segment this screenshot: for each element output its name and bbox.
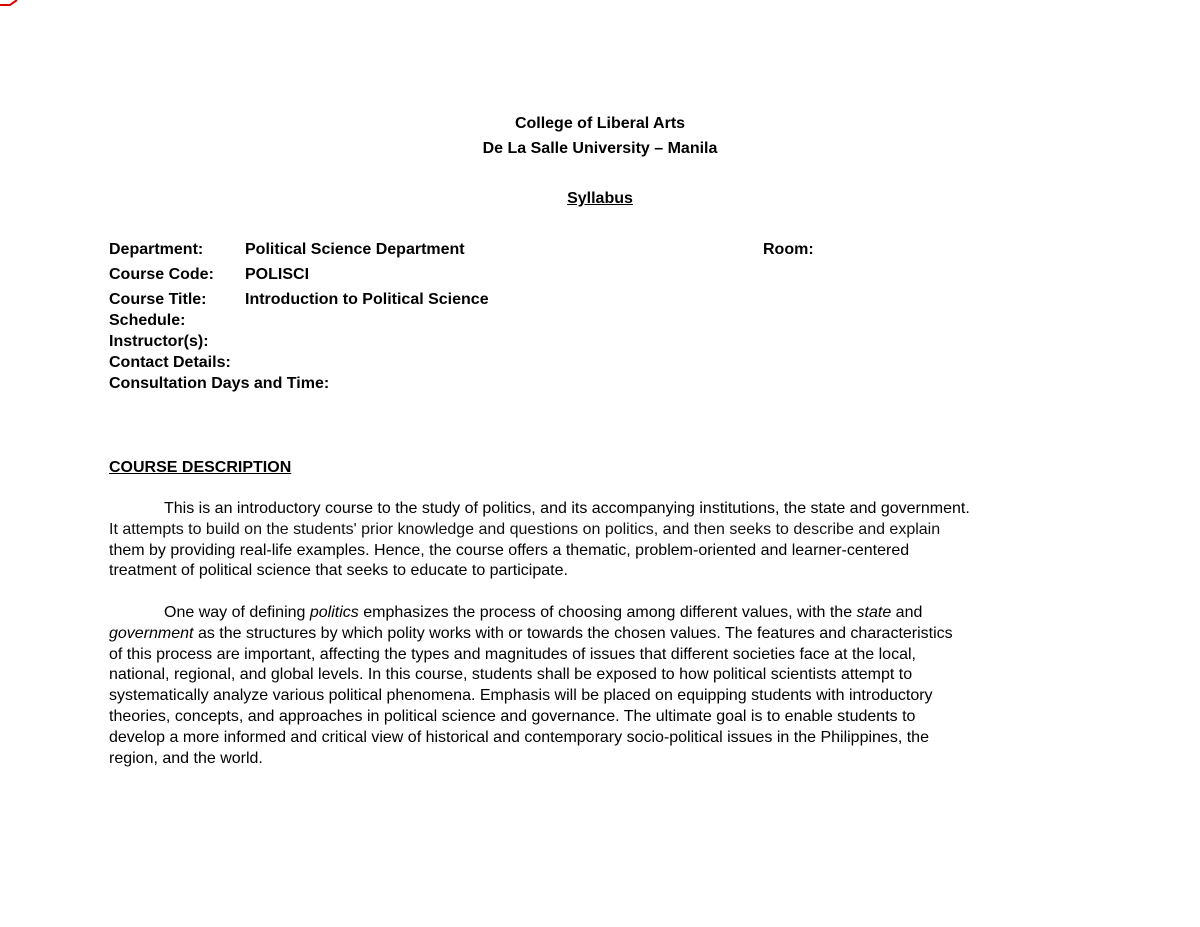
- paragraph-line: national, regional, and global levels. In this course, students shall be exposed to how political scientists attempt to: [109, 666, 913, 684]
- contact-details-label: Contact Details:: [109, 354, 231, 371]
- course-code-label: Course Code:: [109, 266, 214, 283]
- college-name: College of Liberal Arts: [514, 115, 686, 132]
- paragraph-line: region, and the world.: [109, 749, 263, 767]
- department-label: Department:: [109, 241, 204, 258]
- document-type-wrapper: [0, 189, 1200, 209]
- paragraph-line: them by providing real-life examples. Hence, the course offers a thematic, problem-oriented and learner-centered: [109, 541, 910, 559]
- emphasis-politics: politics: [309, 604, 359, 621]
- text-run: and: [891, 604, 923, 621]
- university-name: De La Salle University – Manila: [482, 140, 718, 157]
- schedule-label: Schedule:: [109, 312, 186, 329]
- paragraph-line: It attempts to build on the students' prior knowledge and questions on politics, and then seeks to describe and explain: [109, 520, 941, 538]
- course-code-value: POLISCI: [245, 266, 310, 283]
- course-title-label: Course Title:: [109, 291, 207, 308]
- paragraph-line: This is an introductory course to the study of politics, and its accompanying institutions, the state and government.: [164, 500, 970, 517]
- paragraph-line: [109, 624, 1099, 645]
- paragraph-line: systematically analyze various political phenomena. Emphasis will be placed on equipping students with introductory: [109, 687, 933, 705]
- paragraph-line: treatment of political science that seeks to educate to participate.: [109, 562, 568, 580]
- text-run: One way of defining: [164, 604, 310, 621]
- description-paragraph-1: [109, 499, 1099, 582]
- corner-mark-icon: [0, 0, 18, 6]
- emphasis-state: state: [856, 604, 892, 621]
- text-run: as the structures by which polity works with or towards the chosen values. The features and characteristics: [193, 624, 953, 642]
- department-value: Political Science Department: [245, 241, 465, 258]
- paragraph-line: theories, concepts, and approaches in political science and governance. The ultimate goal is to enable students to: [109, 707, 916, 725]
- instructors-label: Instructor(s):: [109, 333, 209, 350]
- course-title-value: Introduction to Political Science: [245, 291, 489, 308]
- room-label: Room:: [763, 241, 814, 258]
- emphasis-government: government: [109, 624, 194, 642]
- text-run: emphasizes the process of choosing among different values, with the: [358, 604, 857, 621]
- course-description-heading: COURSE DESCRIPTION: [109, 459, 292, 476]
- consultation-label: Consultation Days and Time:: [109, 375, 330, 392]
- description-paragraph-2: [109, 603, 1099, 769]
- paragraph-line: of this process are important, affecting the types and magnitudes of issues that different societies face at the local,: [109, 645, 916, 663]
- paragraph-line: [109, 603, 1099, 624]
- paragraph-line: develop a more informed and critical view of historical and contemporary socio-political issues in the Philippines, the: [109, 728, 929, 746]
- document-type: Syllabus: [567, 190, 633, 207]
